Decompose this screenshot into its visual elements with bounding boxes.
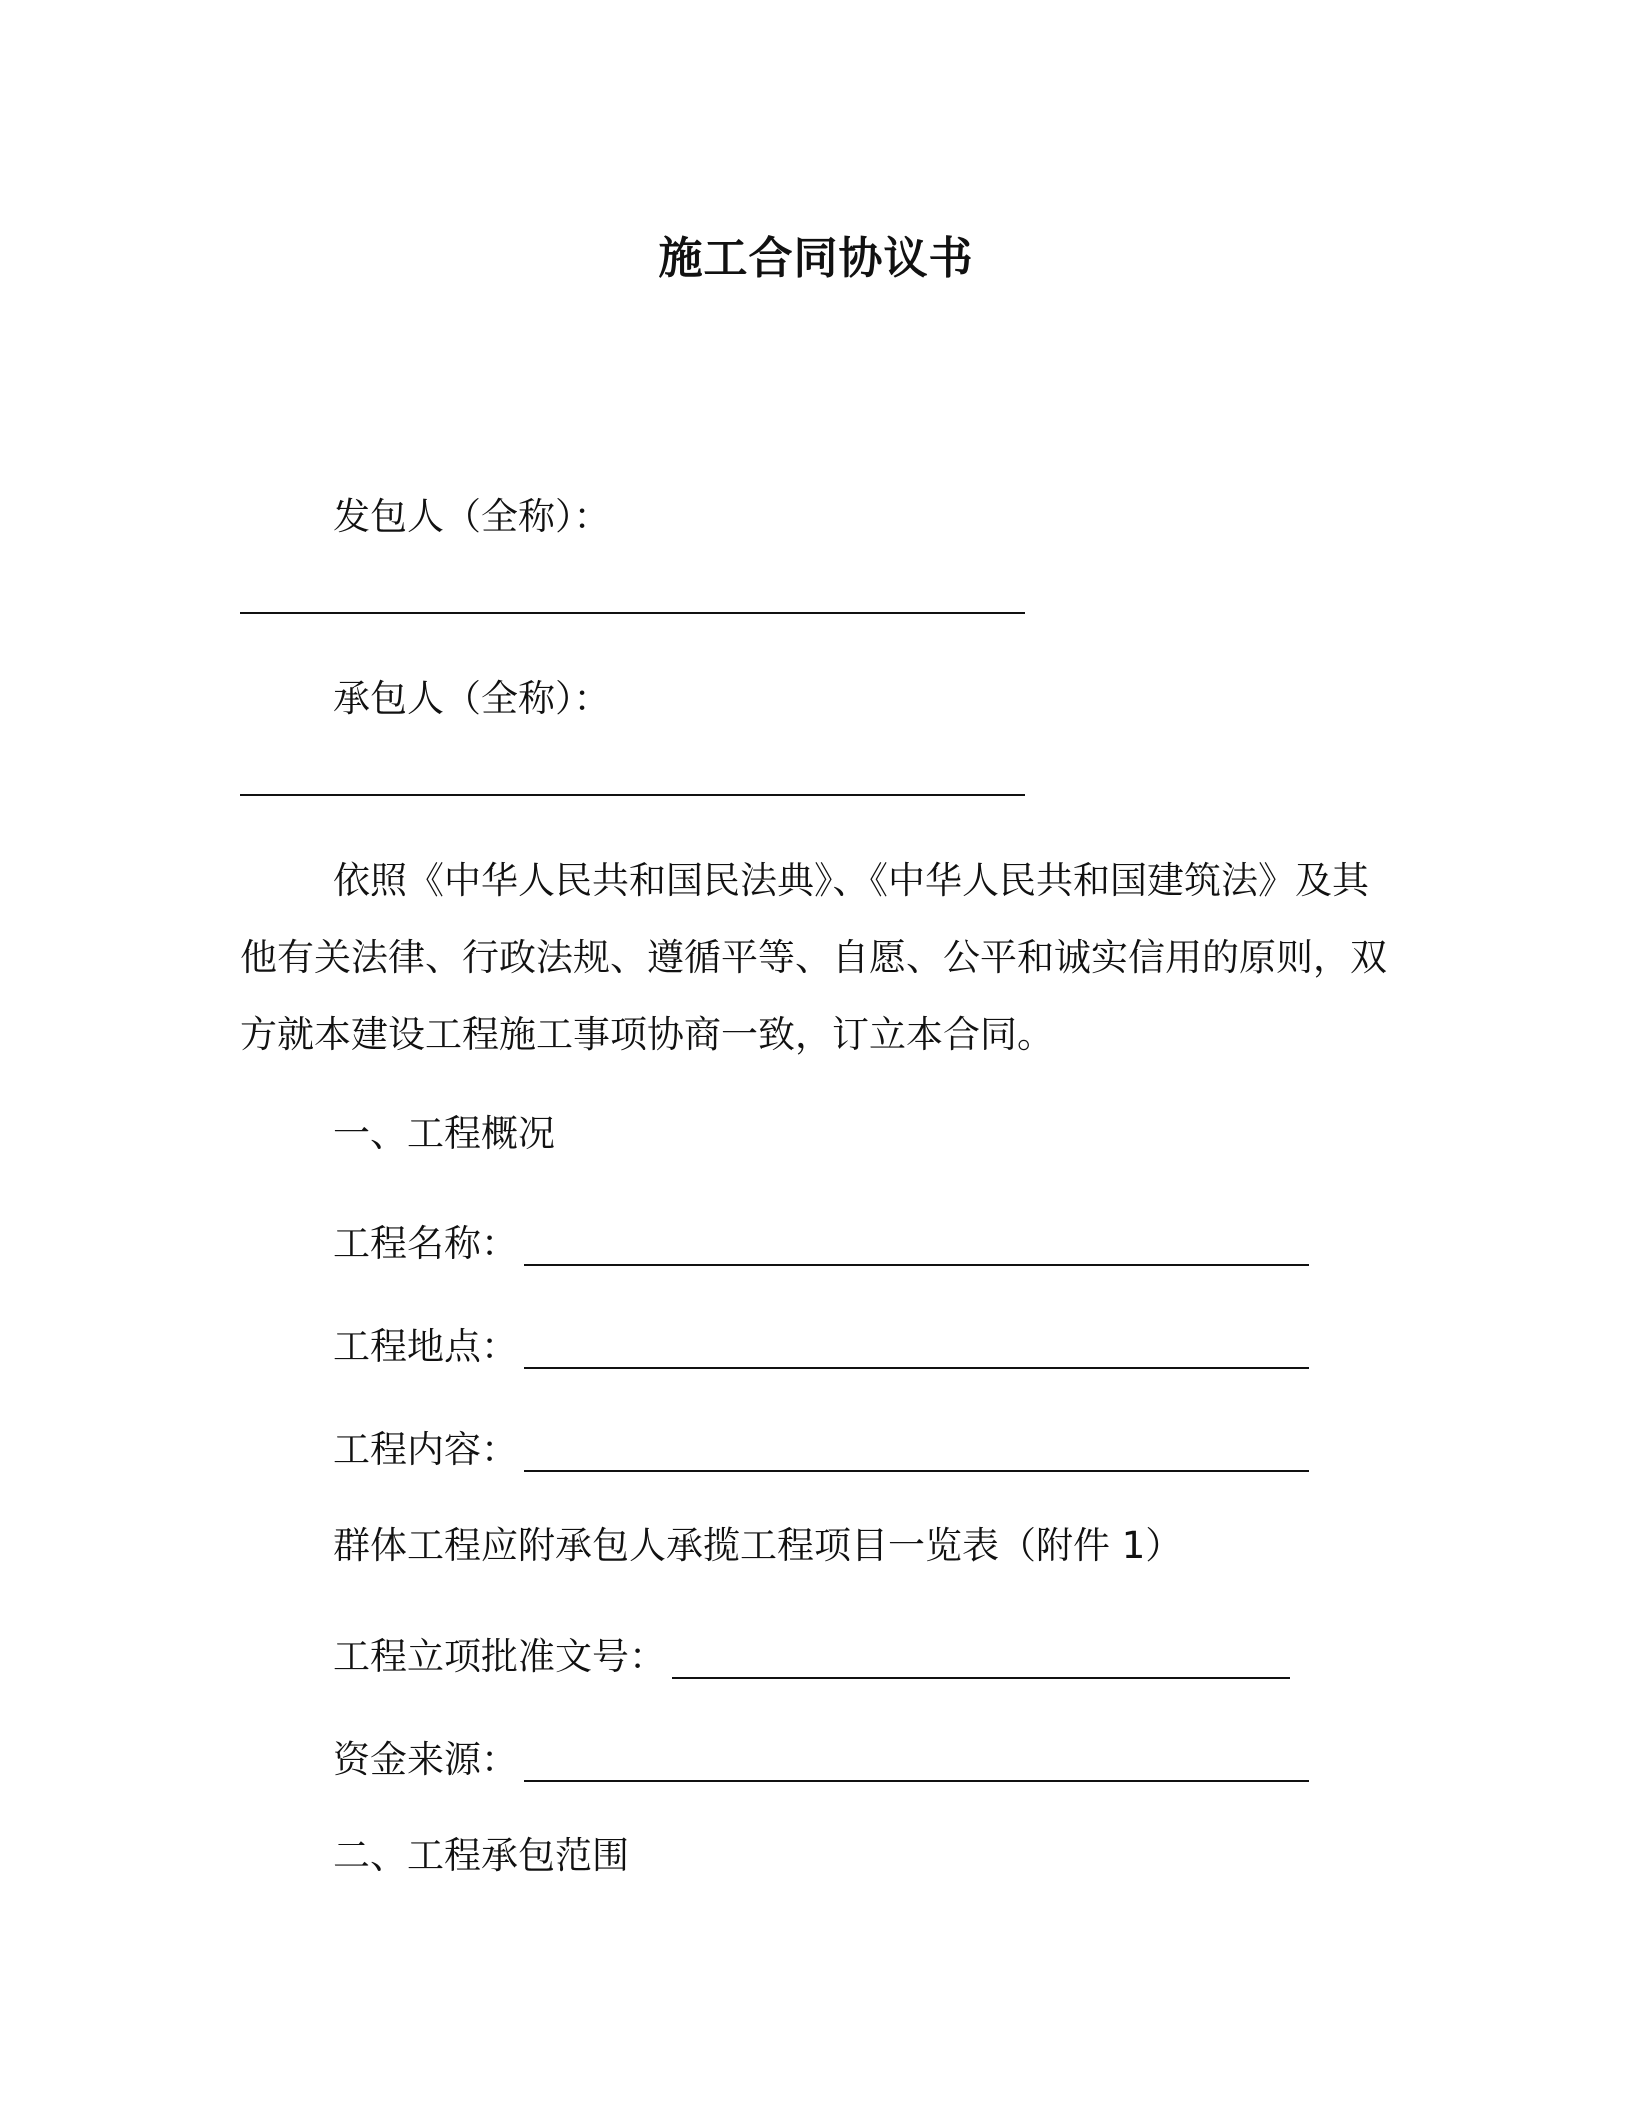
project-name-label: 工程名称： bbox=[333, 1222, 518, 1265]
funding-source-blank bbox=[524, 1750, 1309, 1782]
project-content-field bbox=[333, 1428, 1309, 1472]
funding-source-field bbox=[333, 1738, 1309, 1782]
employer-label: 发包人（全称）： bbox=[333, 495, 611, 538]
employer-name-blank bbox=[240, 612, 1025, 614]
approval-number-label: 工程立项批准文号： bbox=[333, 1635, 666, 1678]
project-location-blank bbox=[524, 1337, 1309, 1369]
approval-number-blank bbox=[672, 1647, 1290, 1679]
approval-number-field bbox=[333, 1635, 1290, 1679]
project-name-blank bbox=[524, 1234, 1309, 1266]
contractor-label: 承包人（全称）： bbox=[333, 677, 611, 720]
project-content-blank bbox=[524, 1440, 1309, 1472]
section2-heading: 二、工程承包范围 bbox=[333, 1834, 629, 1877]
document-title: 施工合同协议书 bbox=[658, 233, 974, 284]
intro-paragraph: 依照《中华人民共和国民法典》、《中华人民共和国建筑法》及其他有关法律、行政法规、遵循平等、自愿、公平和诚实信用的原则，双方就本建设工程施工事项协商一致，订立本合同。 bbox=[240, 859, 1387, 1056]
contractor-name-blank bbox=[240, 794, 1025, 796]
project-content-label: 工程内容： bbox=[333, 1428, 518, 1471]
project-location-label: 工程地点： bbox=[333, 1325, 518, 1368]
group-project-note: 群体工程应附承包人承揽工程项目一览表（附件 1） bbox=[333, 1524, 1183, 1567]
project-name-field bbox=[333, 1222, 1309, 1266]
section1-heading: 一、工程概况 bbox=[333, 1112, 555, 1155]
funding-source-label: 资金来源： bbox=[333, 1738, 518, 1781]
project-location-field bbox=[333, 1325, 1309, 1369]
